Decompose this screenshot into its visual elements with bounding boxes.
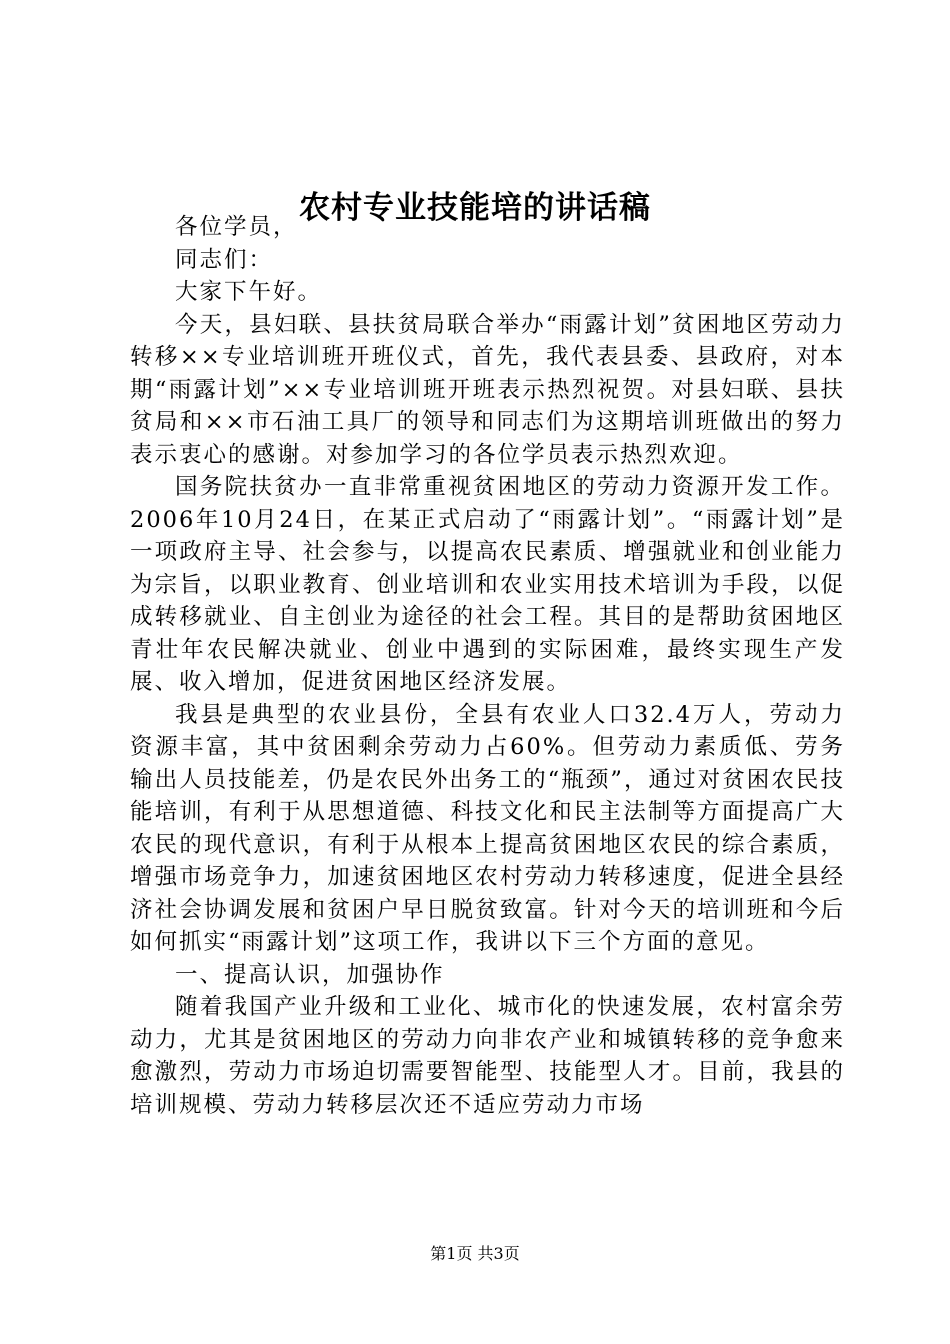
section-heading: 一、提高认识，加强协作 <box>175 961 445 988</box>
body-paragraph: 国务院扶贫办一直非常重视贫困地区的劳动力资源开发工作。2006年10月24日，在某正式启动了“雨露计划”。“雨露计划”是一项政府主导、社会参与，以提高农民素质、增强就业和创业能力为宗旨，以职业教育、创业培训和农业实用技术培训为手段，以促成转移就业、自主创业为途径的社会工程。其目的是帮助贫困地区青壮年农民解决就业、创业中遇到的实际困难，最终实现生产发展、收入增加，促进贫困地区经济发展。 <box>130 474 845 695</box>
body-paragraph: 我县是典型的农业县份，全县有农业人口32.4万人，劳动力资源丰富，其中贫困剩余劳动力占60%。但劳动力素质低、劳务输出人员技能差，仍是农民外出务工的“瓶颈”，通过对贫困农民技能培训，有利于从思想道德、科技文化和民主法制等方面提高广大农民的现代意识，有利于从根本上提高贫困地区农民的综合素质，增强市场竞争力，加速贫困地区农村劳动力转移速度，促进全县经济社会协调发展和贫困户早日脱贫致富。针对今天的培训班和今后如何抓实“雨露计划”这项工作，我讲以下三个方面的意见。 <box>130 701 845 955</box>
salutation-line: 同志们： <box>175 246 274 273</box>
body-paragraph: 今天，县妇联、县扶贫局联合举办“雨露计划”贫困地区劳动力转移××专业培训班开班仪式，首先，我代表县委、县政府，对本期“雨露计划”××专业培训班开班表示热烈祝贺。对县妇联、县扶贫局和××市石油工具厂的领导和同志们为这期培训班做出的努力表示衷心的感谢。对参加学习的各位学员表示热烈欢迎。 <box>130 311 845 468</box>
document-body <box>130 211 845 1121</box>
page-number-footer: 第1页 共3页 <box>430 1244 520 1263</box>
greeting-line: 大家下午好。 <box>175 279 323 305</box>
body-paragraph: 随着我国产业升级和工业化、城市化的快速发展，农村富余劳动力，尤其是贫困地区的劳动力向非农产业和城镇转移的竞争愈来愈激烈，劳动力市场迫切需要智能型、技能型人才。目前，我县的培训规模、劳动力转移层次还不适应劳动力市场 <box>130 994 845 1118</box>
page-title: 农村专业技能培的讲话稿 <box>299 190 651 226</box>
salutation-line: 各位学员， <box>175 214 298 240</box>
